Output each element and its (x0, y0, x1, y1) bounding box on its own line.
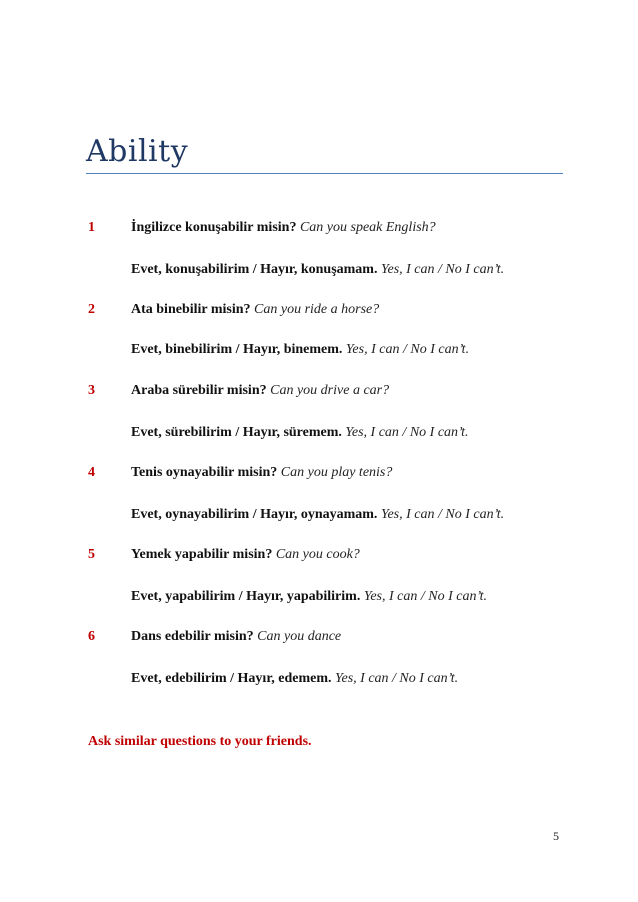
question-english: Can you dance (257, 629, 342, 644)
question-line (131, 219, 436, 237)
question-english: Can you ride a horse? (254, 302, 380, 317)
answer-english: Yes, I can / No I can’t. (335, 671, 459, 686)
answer-turkish: Evet, konuşabilirim / Hayır, konuşamam. (131, 262, 378, 277)
answer-english: Yes, I can / No I can’t. (380, 262, 505, 277)
item-number: 4 (88, 465, 95, 480)
item-number: 6 (88, 629, 95, 644)
question-line (131, 546, 360, 564)
page-number: 5 (553, 829, 559, 843)
question-turkish: Dans edebilir misin? (131, 629, 254, 644)
closing-instruction: Ask similar questions to your friends. (88, 734, 312, 749)
answer-english: Yes, I can / No I can’t. (363, 589, 487, 604)
item-number: 1 (88, 220, 95, 235)
question-turkish: Araba sürebilir misin? (131, 383, 267, 398)
question-english: Can you speak English? (299, 220, 436, 235)
answer-english: Yes, I can / No I can’t. (345, 342, 470, 357)
answer-turkish: Evet, binebilirim / Hayır, binemem. (131, 342, 343, 357)
item-number: 5 (88, 547, 95, 562)
item-number: 2 (88, 302, 95, 317)
answer-turkish: Evet, oynayabilirim / Hayır, oynayamam. (131, 507, 378, 522)
title-underline (86, 173, 563, 174)
answer-line (131, 261, 504, 279)
answer-english: Yes, I can / No I can’t. (345, 425, 469, 440)
page-title: Ability (86, 134, 189, 169)
question-turkish: Tenis oynayabilir misin? (131, 465, 278, 480)
question-english: Can you cook? (275, 547, 360, 562)
question-turkish: Yemek yapabilir misin? (131, 547, 273, 562)
answer-line (131, 341, 469, 359)
question-line (131, 301, 379, 319)
answer-english: Yes, I can / No I can’t. (380, 507, 505, 522)
question-turkish: Ata binebilir misin? (131, 302, 251, 317)
question-line (131, 382, 389, 400)
answer-turkish: Evet, yapabilirim / Hayır, yapabilirim. (131, 589, 361, 604)
answer-line (131, 506, 504, 524)
question-english: Can you play tenis? (280, 465, 393, 480)
question-line (131, 464, 392, 482)
item-number: 3 (88, 383, 95, 398)
answer-line (131, 670, 458, 688)
answer-line (131, 588, 487, 606)
question-turkish: İngilizce konuşabilir misin? (131, 220, 297, 235)
answer-line (131, 424, 469, 442)
question-english: Can you drive a car? (270, 383, 390, 398)
question-line (131, 628, 341, 646)
answer-turkish: Evet, sürebilirim / Hayır, süremem. (131, 425, 342, 440)
answer-turkish: Evet, edebilirim / Hayır, edemem. (131, 671, 332, 686)
